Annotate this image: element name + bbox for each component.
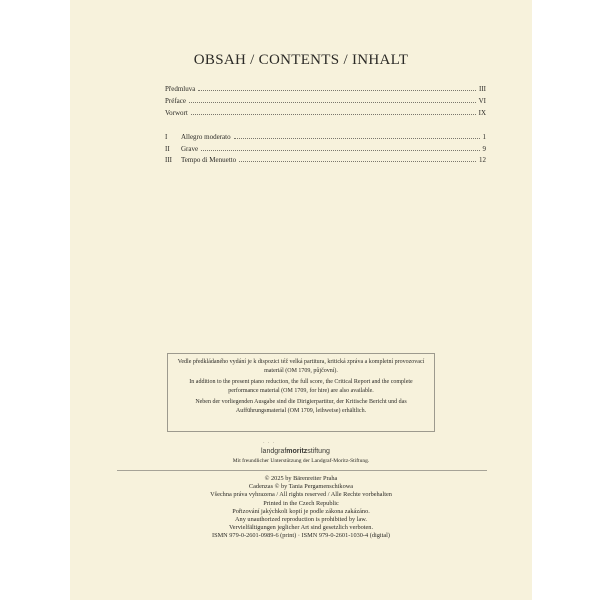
logo-text-bold: moritz: [286, 448, 308, 455]
notice-english: In addition to the present piano reduction, the full score, the Critical Report and the complete performance material (OM 1709, for hire) are also available.: [189, 379, 413, 394]
notice-german: Neben der vorliegenden Ausgabe sind die Dirigierpartitur, der Kritische Bericht und das Aufführungsmaterial (OM 1709, leihweise) erhältlich.: [195, 399, 407, 414]
toc-entry-predmluva: [165, 84, 486, 96]
toc-leader-dots: [201, 144, 479, 151]
movement-number: I: [165, 133, 168, 141]
toc-entry-label: Grave: [181, 145, 199, 153]
divider-rule: [117, 470, 487, 471]
sponsor-logo: [261, 448, 330, 455]
availability-notice-box: [167, 353, 435, 432]
booklet-page: [70, 0, 532, 600]
toc-entry-page: III: [479, 85, 486, 93]
toc-leader-dots: [191, 108, 476, 115]
imprint-line: Všechna práva vyhrazena / All rights reserved / Alle Rechte vorbehalten: [210, 491, 392, 499]
toc-entry-movement-1: [165, 132, 486, 144]
toc-entry-vorwort: [165, 108, 486, 120]
toc-entry-label: Vorwort: [165, 109, 188, 117]
toc-entry-label: Předmluva: [165, 85, 196, 93]
imprint-line: ISMN 979-0-2601-0989-6 (print) · ISMN 979-0-2601-1030-4 (digital): [211, 532, 391, 540]
logo-text-pre: landgraf: [261, 448, 287, 455]
imprint-line: Cadenzas © by Tania Pergamenschikowa: [248, 483, 354, 491]
toc-entry-preface: [165, 96, 486, 108]
toc-leader-dots: [189, 96, 476, 103]
imprint-block: [70, 475, 532, 541]
toc-leader-dots: [234, 132, 480, 139]
toc-entry-page: VI: [478, 97, 486, 105]
imprint-line: Pořizování jakýchkoli kopií je podle zákona zakázáno.: [232, 507, 370, 515]
page-title: OBSAH / CONTENTS / INHALT: [193, 52, 409, 68]
toc-entry-label: Tempo di Menuetto: [181, 156, 237, 164]
notice-czech: Vedle předkládaného vydání je k dispozici též velká partitura, kritická zpráva a kompletní provozovací materiál (OM 1709, půjčovní).: [177, 359, 425, 374]
imprint-line: Printed in the Czech Republic: [263, 499, 339, 507]
toc-entry-movement-3: [165, 155, 486, 167]
toc-entry-page: IX: [478, 109, 486, 117]
toc-entry-page: 1: [482, 133, 486, 141]
toc-entry-page: 9: [482, 145, 486, 153]
toc-leader-dots: [198, 84, 476, 91]
imprint-line: © 2025 by Bärenreiter Praha: [264, 475, 338, 482]
movement-number: III: [165, 156, 172, 164]
toc-entry-label: Allegro moderato: [181, 133, 231, 141]
sponsor-caption: Mit freundlicher Unterstützung der Landgraf-Moritz-Stiftung.: [232, 458, 370, 464]
logo-text-post: stiftung: [307, 448, 330, 455]
imprint-line: Any unauthorized reproduction is prohibited by law.: [235, 516, 367, 524]
sponsor-logo-dots: · · ·: [263, 441, 276, 446]
movement-number: II: [165, 145, 170, 153]
toc-entry-page: 12: [479, 156, 486, 164]
toc-leader-dots: [239, 155, 476, 162]
toc-entry-label: Préface: [165, 97, 186, 105]
imprint-line: Vervielfältigungen jeglicher Art sind gesetzlich verboten.: [228, 524, 374, 532]
